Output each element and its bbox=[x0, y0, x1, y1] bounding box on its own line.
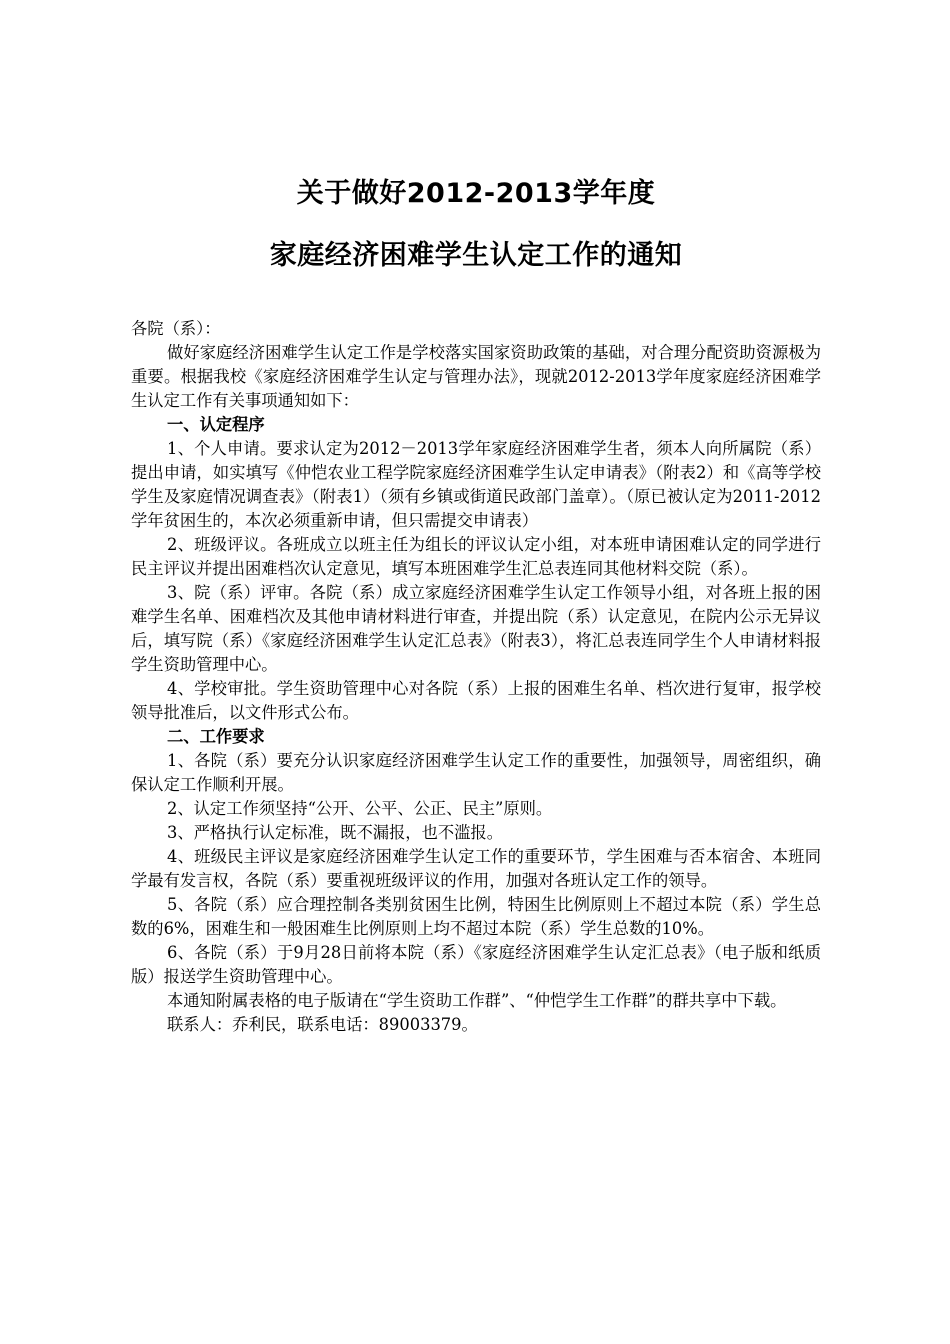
document-body bbox=[131, 317, 821, 1037]
download-note: 本通知附属表格的电子版请在“学生资助工作群”、“仲恺学生工作群”的群共享中下载。 bbox=[167, 991, 787, 1010]
section1-item-3: 3、院（系）评审。各院（系）成立家庭经济困难学生认定工作领导小组，对各班上报的困难学生名单、困难档次及其他申请材料进行审查，并提出院（系）认定意见，在院内公示无异议后，填写院（系）《家庭经济困难学生认定汇总表》（附表3），将汇总表连同学生个人申请材料报学生资助管理中心。 bbox=[131, 583, 821, 674]
section1-heading: 一、认定程序 bbox=[167, 415, 265, 434]
section1-item-2: 2、班级评议。各班成立以班主任为组长的评议认定小组，对本班申请困难认定的同学进行民主评议并提出困难档次认定意见，填写本班困难学生汇总表连同其他材料交院（系）。 bbox=[131, 535, 821, 578]
contact-info: 联系人：乔利民，联系电话：89003379。 bbox=[167, 1015, 478, 1034]
section2-heading: 二、工作要求 bbox=[167, 727, 265, 746]
document-title-line2: 家庭经济困难学生认定工作的通知 bbox=[269, 240, 683, 271]
section1-item-4: 4、学校审批。学生资助管理中心对各院（系）上报的困难生名单、档次进行复审，报学校领导批准后，以文件形式公布。 bbox=[131, 679, 821, 722]
salutation: 各院（系）： bbox=[131, 319, 221, 338]
section2-item-3: 3、严格执行认定标准，既不漏报，也不滥报。 bbox=[167, 823, 503, 842]
section2-item-5: 5、各院（系）应合理控制各类别贫困生比例，特困生比例原则上不超过本院（系）学生总数的6%，困难生和一般困难生比例原则上均不超过本院（系）学生总数的10%。 bbox=[131, 895, 821, 938]
section2-item-2: 2、认定工作须坚持“公开、公平、公正、民主”原则。 bbox=[167, 799, 553, 818]
section2-item-4: 4、班级民主评议是家庭经济困难学生认定工作的重要环节，学生困难与否本宿舍、本班同学最有发言权，各院（系）要重视班级评议的作用，加强对各班认定工作的领导。 bbox=[131, 847, 821, 890]
section2-item-1: 1、各院（系）要充分认识家庭经济困难学生认定工作的重要性，加强领导，周密组织，确保认定工作顺利开展。 bbox=[131, 751, 821, 794]
intro-paragraph: 做好家庭经济困难学生认定工作是学校落实国家资助政策的基础，对合理分配资助资源极为重要。根据我校《家庭经济困难学生认定与管理办法》，现就2012-2013学年度家庭经济困难学生认定工作有关事项通知如下： bbox=[131, 343, 821, 410]
document-title-line1: 关于做好2012-2013学年度 bbox=[296, 178, 656, 209]
section2-item-6: 6、各院（系）于9月28日前将本院（系）《家庭经济困难学生认定汇总表》（电子版和纸质版）报送学生资助管理中心。 bbox=[131, 943, 821, 986]
section1-item-1: 1、个人申请。要求认定为2012－2013学年家庭经济困难学生者，须本人向所属院（系）提出申请，如实填写《仲恺农业工程学院家庭经济困难学生认定申请表》（附表2）和《高等学校学生及家庭情况调查表》（附表1）（须有乡镇或街道民政部门盖章）。（原已被认定为2011-2012学年贫困生的，本次必须重新申请，但只需提交申请表） bbox=[131, 439, 821, 530]
